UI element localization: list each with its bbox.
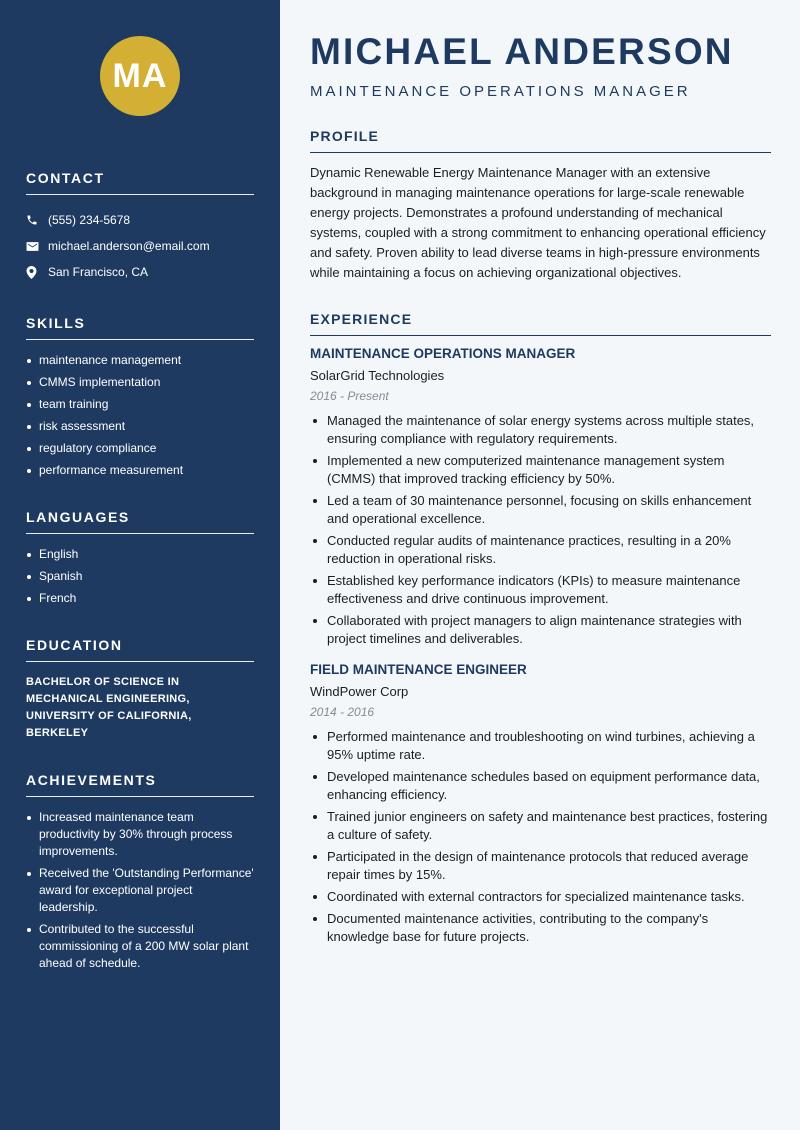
- candidate-role: MAINTENANCE OPERATIONS MANAGER: [310, 83, 691, 100]
- avatar-initials: MA: [112, 56, 168, 95]
- education-degree: BACHELOR OF SCIENCE IN MECHANICAL ENGINEERING, UNIVERSITY OF CALIFORNIA, BERKELEY: [26, 676, 192, 739]
- main-content: [280, 0, 800, 1130]
- job-bullet: Led a team of 30 maintenance personnel, focusing on skills enhancement and operational excellence.: [310, 492, 771, 528]
- job-bullet: Performed maintenance and troubleshooting on wind turbines, achieving a 95% uptime rate.: [310, 728, 771, 764]
- achievements-section: [26, 772, 254, 972]
- achievement-item: Increased maintenance team productivity by 30% through process improvements.: [26, 809, 254, 860]
- job-title: FIELD MAINTENANCE ENGINEER: [310, 662, 527, 677]
- contact-email-text: michael.anderson@email.com: [48, 239, 210, 253]
- job-entry: [310, 662, 771, 946]
- contact-location-text: San Francisco, CA: [48, 265, 149, 279]
- skill-item: regulatory compliance: [26, 440, 254, 457]
- avatar: [100, 36, 180, 116]
- job-bullet: Participated in the design of maintenance protocols that reduced average repair times by 15%.: [310, 848, 771, 884]
- contact-phone: [26, 207, 254, 233]
- phone-icon: [26, 214, 48, 226]
- email-icon: [26, 241, 48, 252]
- job-bullet: Developed maintenance schedules based on equipment performance data, enhancing efficiency.: [310, 768, 771, 804]
- language-item: Spanish: [26, 568, 254, 585]
- job-bullets: [310, 412, 771, 648]
- languages-heading: LANGUAGES: [26, 509, 254, 534]
- job-bullet: Collaborated with project managers to align maintenance strategies with project timelines and deliverables.: [310, 612, 771, 648]
- skills-list: [26, 352, 254, 479]
- education-section: [26, 637, 254, 742]
- achievements-heading: ACHIEVEMENTS: [26, 772, 254, 797]
- job-dates: 2016 - Present: [310, 389, 389, 403]
- languages-list: [26, 546, 254, 607]
- skill-item: team training: [26, 396, 254, 413]
- contact-phone-text: (555) 234-5678: [48, 213, 131, 227]
- skills-section: [26, 315, 254, 479]
- job-bullet: Documented maintenance activities, contributing to the company's knowledge base for future projects.: [310, 910, 771, 946]
- skill-item: maintenance management: [26, 352, 254, 369]
- job-bullet: Conducted regular audits of maintenance practices, resulting in a 20% reduction in operational risks.: [310, 532, 771, 568]
- candidate-name: MICHAEL ANDERSON: [310, 31, 734, 72]
- job-bullet: Managed the maintenance of solar energy systems across multiple states, ensuring compliance with regulatory requirements.: [310, 412, 771, 448]
- location-icon: [26, 266, 48, 279]
- achievements-list: [26, 809, 254, 972]
- contact-location: [26, 259, 254, 285]
- education-heading: EDUCATION: [26, 637, 254, 662]
- job-bullet: Trained junior engineers on safety and maintenance best practices, fostering a culture of safety.: [310, 808, 771, 844]
- languages-section: [26, 509, 254, 607]
- job-bullet: Coordinated with external contractors for specialized maintenance tasks.: [310, 888, 771, 906]
- job-bullet: Implemented a new computerized maintenance management system (CMMS) that improved tracking efficiency by 50%.: [310, 452, 771, 488]
- achievement-item: Contributed to the successful commissioning of a 200 MW solar plant ahead of schedule.: [26, 921, 254, 972]
- contact-email: [26, 233, 254, 259]
- achievement-item: Received the 'Outstanding Performance' award for exceptional project leadership.: [26, 865, 254, 916]
- profile-section: [310, 128, 771, 283]
- experience-heading: EXPERIENCE: [310, 311, 771, 336]
- skill-item: performance measurement: [26, 462, 254, 479]
- job-entry: [310, 346, 771, 648]
- contact-section: [26, 170, 254, 285]
- skill-item: CMMS implementation: [26, 374, 254, 391]
- language-item: French: [26, 590, 254, 607]
- profile-text: Dynamic Renewable Energy Maintenance Manager with an extensive background in managing maintenance operations for large-scale renewable energy projects. Demonstrates a profound understanding of mechanical systems, coupled with a strong commitment to enhancing operational efficiency and safety. Proven ability to lead diverse teams in high-pressure environments while maintaining a focus on achieving organizational objectives.: [310, 165, 766, 280]
- contact-heading: CONTACT: [26, 170, 254, 195]
- job-dates: 2014 - 2016: [310, 705, 375, 719]
- job-company: SolarGrid Technologies: [310, 368, 445, 383]
- language-item: English: [26, 546, 254, 563]
- job-title: MAINTENANCE OPERATIONS MANAGER: [310, 346, 576, 361]
- skills-heading: SKILLS: [26, 315, 254, 340]
- job-bullet: Established key performance indicators (KPIs) to measure maintenance effectiveness and drive continuous improvement.: [310, 572, 771, 608]
- profile-heading: PROFILE: [310, 128, 771, 153]
- sidebar: [0, 0, 280, 1130]
- skill-item: risk assessment: [26, 418, 254, 435]
- job-bullets: [310, 728, 771, 946]
- experience-section: [310, 311, 771, 946]
- job-company: WindPower Corp: [310, 684, 409, 699]
